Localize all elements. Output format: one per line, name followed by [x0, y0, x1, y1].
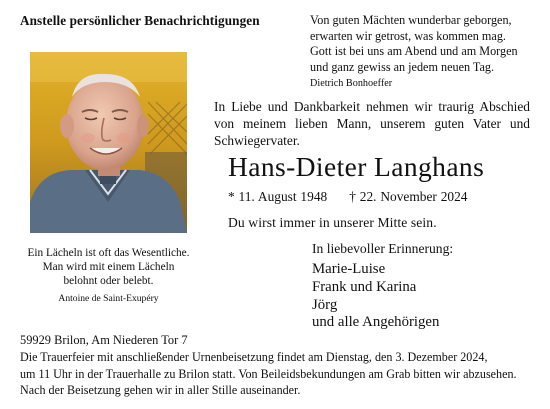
- poem-line: erwarten wir getrost, was kommen mag.: [310, 28, 506, 43]
- life-dates: [228, 189, 468, 205]
- caption-line: Ein Lächeln ist oft das Wesentliche.: [27, 247, 190, 259]
- memory-label: In liebevoller Erinnerung:: [312, 241, 454, 256]
- death-date: † 22. November 2024: [349, 189, 468, 204]
- poem-author: Dietrich Bonhoeffer: [310, 78, 393, 90]
- caption-line: Man wird mit einem Lächeln: [42, 261, 175, 274]
- quote-caption: [18, 246, 199, 306]
- deceased-name: Hans-Dieter Langhans: [228, 151, 485, 182]
- poem-line: und ganz gewiss an jedem neuen Tag.: [310, 59, 495, 74]
- birth-date: * 11. August 1948: [228, 189, 328, 204]
- footer-line: Nach der Beisetzung gehen wir in aller Stille auseinander.: [20, 383, 301, 398]
- mourner-item: Jörg: [312, 296, 338, 313]
- caption-line: belohnt oder belebt.: [63, 275, 154, 288]
- mourner-item: Marie-Luise: [312, 261, 386, 277]
- mourners-list: [312, 261, 439, 332]
- poem-line: Von guten Mächten wunderbar geborgen,: [310, 13, 512, 27]
- poem-block: [310, 13, 542, 92]
- portrait-illustration: [30, 52, 187, 233]
- footer-line: Die Trauerfeier mit anschließender Urnenbeisetzung findet am Dienstag, den 3. Dezember 2024,: [20, 350, 488, 364]
- intro-text: In Liebe und Dankbarkeit nehmen wir traurig Abschied von meinem lieben Mann, unserem guten Vater und Schwiegervater.: [214, 99, 530, 148]
- caption-author: Antoine de Saint-Exupéry: [58, 292, 159, 304]
- mourner-item: und alle Angehörigen: [312, 314, 440, 331]
- mourner-item: Frank und Karina: [312, 278, 417, 295]
- portrait-photo: [30, 52, 187, 233]
- header-title: Anstelle persönlicher Benachrichtigungen: [20, 13, 260, 28]
- footer-line: um 11 Uhr in der Trauerhalle zu Brilon statt. Von Beileidsbekundungen am Grab bitten wir abzusehen.: [20, 366, 517, 381]
- funeral-details: [20, 349, 532, 399]
- poem-line: Gott ist bei uns am Abend und am Morgen: [310, 44, 518, 59]
- motto-text: Du wirst immer in unserer Mitte sein.: [228, 215, 437, 230]
- address-line: 59929 Brilon, Am Niederen Tor 7: [20, 333, 188, 347]
